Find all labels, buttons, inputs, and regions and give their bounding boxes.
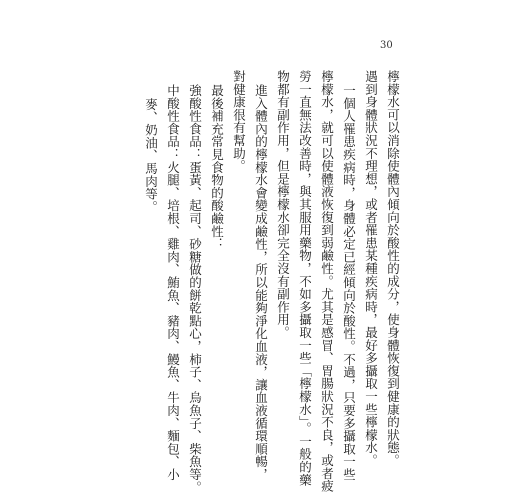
text-column-4: 檸檬水，就可以使體液恢復到弱鹼性。尤其是感冒、胃腸狀況不良，或者疲 [319, 70, 335, 493]
text-column-10: 強酸性食品：蛋黃、起司、砂糖做的餅乾點心，柿子、烏魚子、柴魚等。 [187, 84, 203, 494]
text-column-2: 遇到身體狀況不理想，或者罹患某種疾病時，最好多攝取一些檸檬水。 [363, 70, 379, 467]
text-column-5: 勞一直無法改善時，與其服用藥物，不如多攝取一些「檸檬水」。一般的藥 [297, 70, 313, 487]
text-column-6: 物都有副作用，但是檸檬水卻完全沒有副作用。 [275, 70, 291, 339]
text-column-8: 對健康很有幫助。 [231, 70, 247, 173]
text-column-12: 麥、奶油、馬肉等。 [143, 98, 159, 214]
text-column-9: 最後補充常見食物的酸鹼性： [209, 84, 225, 251]
text-column-11: 中酸性食品：火腿、培根、雞肉、鮪魚、豬肉、鰻魚、牛肉、麵包、小 [165, 84, 181, 481]
page-number: 30 [380, 40, 393, 51]
text-column-1: 檸檬水可以消除使體內傾向於酸性的成分，使身體恢復到健康的狀態。 [385, 70, 401, 467]
text-column-7: 進入體內的檸檬水會變成鹼性，所以能夠淨化血液，讓血液循環順暢， [253, 84, 269, 481]
text-column-3: 一個人罹患疾病時，身體必定已經傾向於酸性。不過，只要多攝取一些 [341, 84, 357, 481]
